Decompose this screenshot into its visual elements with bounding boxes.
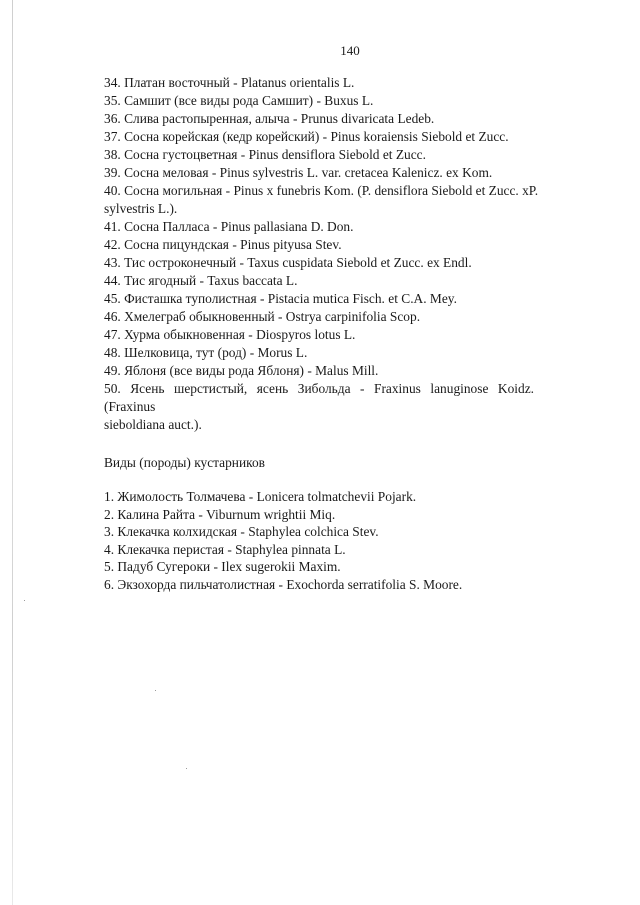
scan-edge-line [12,0,13,905]
list-item: 4. Клекачка перистая - Staphylea pinnata L. [104,541,346,557]
list-item-continuation: sylvestris L.). [104,201,178,216]
list-item: 50. Ясень шерстистый, ясень Зибольда - Fraxinus lanuginose Koidz. (Fraxinus [104,381,534,414]
list-item: 44. Тис ягодный - Taxus baccata L. [104,273,298,288]
page-number: 140 [340,43,360,58]
list-item: 45. Фисташка туполистная - Pistacia mutica Fisch. et C.A. Mey. [104,291,457,306]
tree-species-list [104,74,539,434]
list-item: 46. Хмелеграб обыкновенный - Ostrya carpinifolia Scop. [104,309,421,324]
list-item: 40. Сосна могильная - Pinus x funebris Kom. (P. densiflora Siebold et Zucc. xP. [104,183,539,198]
list-item: 42. Сосна пицундская - Pinus pityusa Stev. [104,237,342,252]
list-item: 36. Слива растопыренная, алыча - Prunus divaricata Ledeb. [104,111,435,126]
scan-speck [186,768,187,769]
list-item: 5. Падуб Сугероки - Ilex sugerokii Maxim. [104,559,341,574]
page-content [104,74,539,593]
list-item: 49. Яблоня (все виды рода Яблоня) - Malus Mill. [104,363,379,378]
list-item: 3. Клекачка колхидская - Staphylea colchica Stev. [104,524,379,539]
list-item: 43. Тис остроконечный - Taxus cuspidata Siebold et Zucc. ex Endl. [104,255,472,270]
list-item: 39. Сосна меловая - Pinus sylvestris L. var. cretacea Kalenicz. ex Kom. [104,165,493,180]
section-title-shrubs: Виды (породы) кустарников [104,455,265,470]
shrub-species-list [104,488,534,593]
list-item: 47. Хурма обыкновенная - Diospyros lotus L. [104,327,356,342]
list-item: 37. Сосна корейская (кедр корейский) - Pinus koraiensis Siebold et Zucc. [104,129,509,144]
list-item-continuation: sieboldiana auct.). [104,417,202,432]
list-item: 35. Самшит (все виды рода Самшит) - Buxus L. [104,93,374,108]
list-item: 6. Экзохорда пильчатолистная - Exochorda serratifolia S. Moore. [104,576,463,592]
list-item: 1. Жимолость Толмачева - Lonicera tolmatchevii Pojark. [104,489,417,504]
list-item: 41. Сосна Палласа - Pinus pallasiana D. Don. [104,219,354,234]
list-item: 48. Шелковица, тут (род) - Morus L. [104,345,308,360]
scan-speck [24,600,25,601]
scan-speck [155,690,156,691]
list-item: 2. Калина Райта - Viburnum wrightii Miq. [104,506,336,522]
list-item: 34. Платан восточный - Platanus orientalis L. [104,75,355,90]
list-item: 38. Сосна густоцветная - Pinus densiflora Siebold et Zucc. [104,147,426,162]
